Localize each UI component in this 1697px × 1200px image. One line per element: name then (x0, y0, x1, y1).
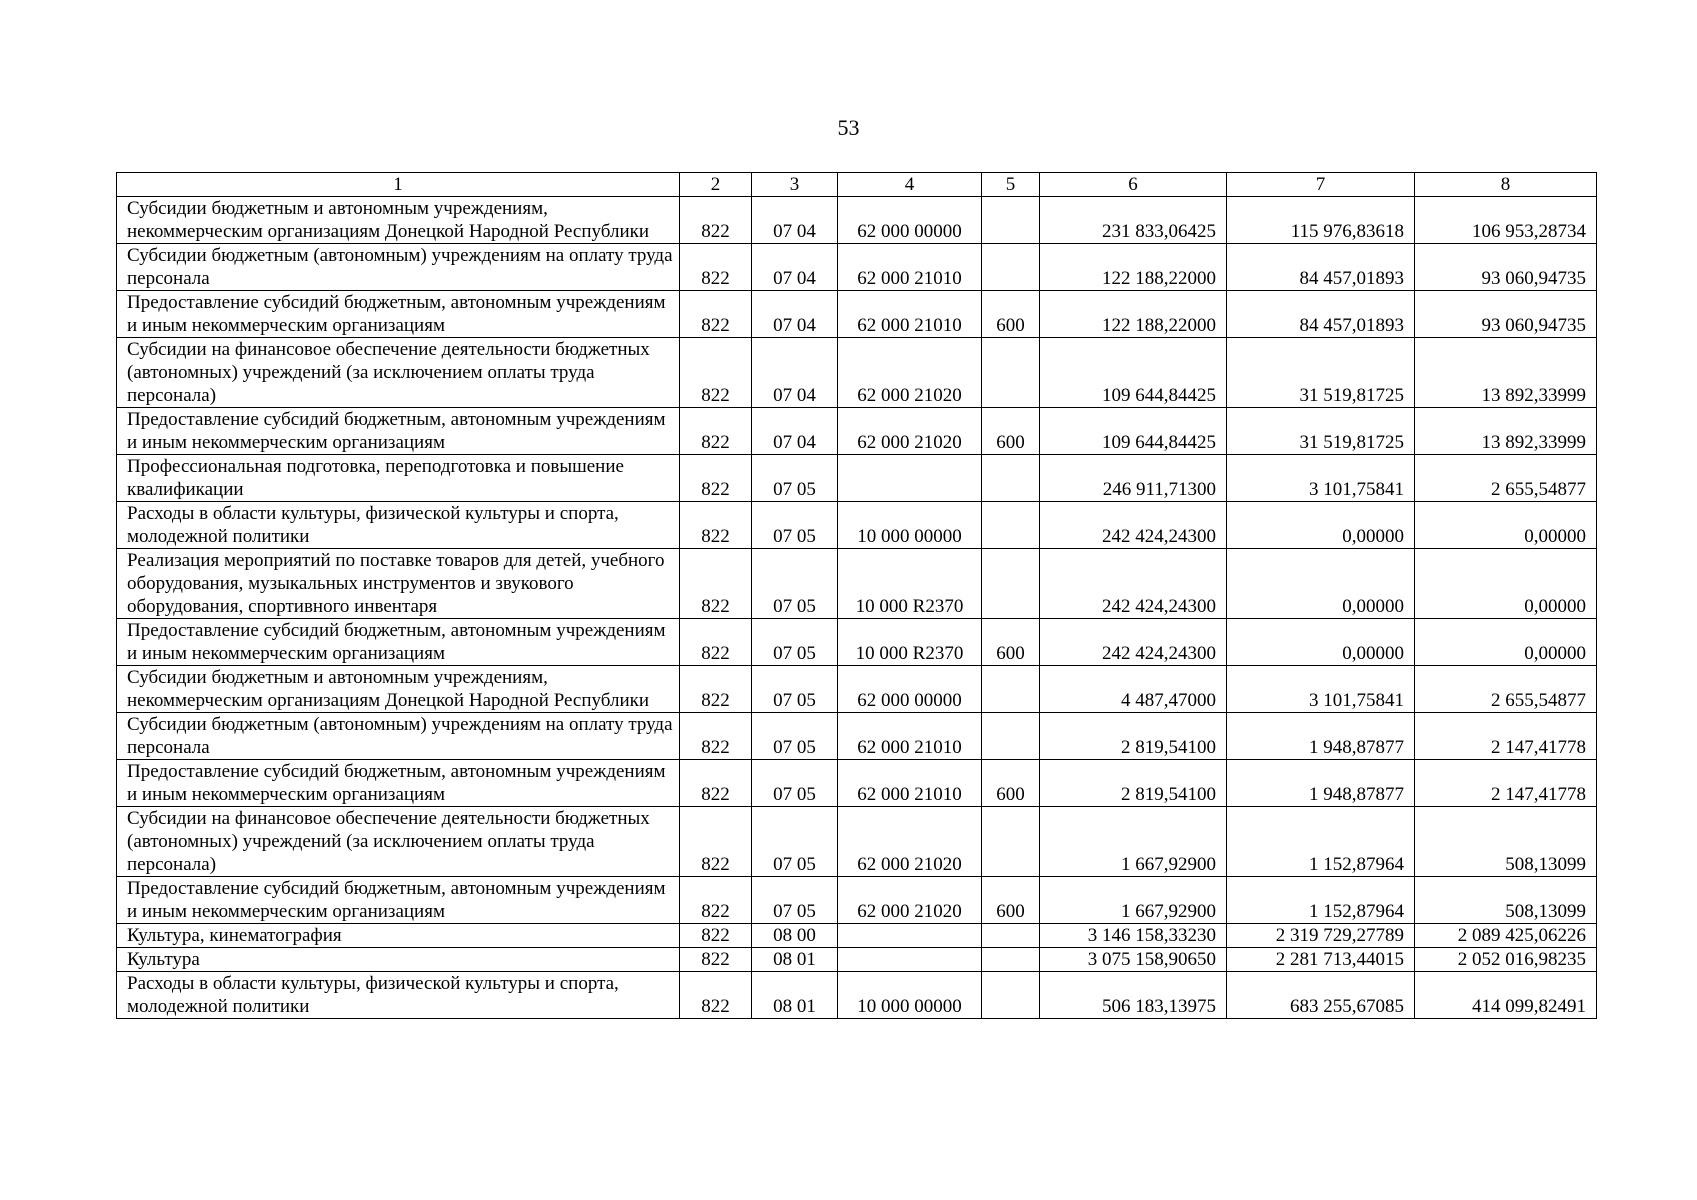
row-expense-type: 600 (982, 619, 1040, 666)
header-col-1: 1 (117, 173, 680, 197)
table-row (117, 807, 1597, 877)
row-expense-type (982, 972, 1040, 1019)
row-amount-col-7: 0,00000 (1227, 502, 1415, 549)
row-amount-col-6: 122 188,22000 (1040, 244, 1227, 291)
row-target-code: 62 000 21010 (838, 760, 982, 807)
row-expense-type (982, 244, 1040, 291)
row-amount-col-7: 1 948,87877 (1227, 713, 1415, 760)
row-admin-code: 822 (680, 924, 752, 948)
row-section-code: 07 05 (752, 455, 838, 502)
row-target-code: 10 000 00000 (838, 502, 982, 549)
row-amount-col-7: 31 519,81725 (1227, 408, 1415, 455)
row-section-code: 08 01 (752, 948, 838, 972)
row-amount-col-6: 231 833,06425 (1040, 197, 1227, 244)
row-name: Субсидии на финансовое обеспечение деятельности бюджетных (автономных) учреждений (за исключением оплаты труда персонала) (117, 338, 680, 408)
row-amount-col-6: 2 819,54100 (1040, 760, 1227, 807)
row-expense-type (982, 455, 1040, 502)
row-amount-col-7: 0,00000 (1227, 549, 1415, 619)
row-admin-code: 822 (680, 549, 752, 619)
row-amount-col-8: 93 060,94735 (1415, 291, 1597, 338)
row-amount-col-8: 93 060,94735 (1415, 244, 1597, 291)
row-name: Субсидии бюджетным и автономным учреждениям, некоммерческим организациям Донецкой Народной Республики (117, 197, 680, 244)
row-name: Культура (117, 948, 680, 972)
table-row (117, 291, 1597, 338)
row-amount-col-7: 1 152,87964 (1227, 877, 1415, 924)
row-name: Предоставление субсидий бюджетным, автономным учреждениям и иным некоммерческим организациям (117, 760, 680, 807)
row-amount-col-7: 1 152,87964 (1227, 807, 1415, 877)
row-amount-col-7: 1 948,87877 (1227, 760, 1415, 807)
row-amount-col-7: 3 101,75841 (1227, 455, 1415, 502)
row-amount-col-7: 115 976,83618 (1227, 197, 1415, 244)
header-col-3: 3 (752, 173, 838, 197)
row-amount-col-7: 3 101,75841 (1227, 666, 1415, 713)
table-row (117, 760, 1597, 807)
row-target-code: 62 000 00000 (838, 666, 982, 713)
header-col-2: 2 (680, 173, 752, 197)
row-expense-type (982, 197, 1040, 244)
row-expense-type (982, 549, 1040, 619)
row-amount-col-8: 13 892,33999 (1415, 408, 1597, 455)
row-amount-col-6: 242 424,24300 (1040, 619, 1227, 666)
row-amount-col-8: 508,13099 (1415, 877, 1597, 924)
row-expense-type (982, 338, 1040, 408)
row-name: Субсидии бюджетным (автономным) учреждениям на оплату труда персонала (117, 244, 680, 291)
row-admin-code: 822 (680, 455, 752, 502)
row-amount-col-7: 2 281 713,44015 (1227, 948, 1415, 972)
row-admin-code: 822 (680, 291, 752, 338)
row-target-code: 62 000 21020 (838, 877, 982, 924)
row-section-code: 08 00 (752, 924, 838, 948)
row-admin-code: 822 (680, 972, 752, 1019)
row-admin-code: 822 (680, 807, 752, 877)
row-admin-code: 822 (680, 948, 752, 972)
table-row (117, 197, 1597, 244)
row-amount-col-8: 2 052 016,98235 (1415, 948, 1597, 972)
row-target-code (838, 924, 982, 948)
row-admin-code: 822 (680, 338, 752, 408)
row-admin-code: 822 (680, 502, 752, 549)
row-section-code: 07 04 (752, 408, 838, 455)
row-name: Реализация мероприятий по поставке товаров для детей, учебного оборудования, музыкальных инструментов и звукового оборудования, спортивного инвентаря (117, 549, 680, 619)
budget-table (116, 172, 1597, 1019)
header-col-8: 8 (1415, 173, 1597, 197)
row-amount-col-8: 2 147,41778 (1415, 713, 1597, 760)
row-amount-col-8: 13 892,33999 (1415, 338, 1597, 408)
row-name: Расходы в области культуры, физической культуры и спорта, молодежной политики (117, 972, 680, 1019)
row-expense-type (982, 924, 1040, 948)
row-target-code: 62 000 21010 (838, 291, 982, 338)
row-target-code: 62 000 21010 (838, 713, 982, 760)
row-section-code: 07 04 (752, 197, 838, 244)
row-section-code: 08 01 (752, 972, 838, 1019)
table-row (117, 877, 1597, 924)
row-target-code: 10 000 R2370 (838, 619, 982, 666)
row-target-code: 10 000 00000 (838, 972, 982, 1019)
row-section-code: 07 05 (752, 666, 838, 713)
table-row (117, 972, 1597, 1019)
row-amount-col-6: 1 667,92900 (1040, 877, 1227, 924)
row-section-code: 07 05 (752, 549, 838, 619)
row-name: Профессиональная подготовка, переподготовка и повышение квалификации (117, 455, 680, 502)
row-amount-col-8: 414 099,82491 (1415, 972, 1597, 1019)
row-amount-col-8: 2 147,41778 (1415, 760, 1597, 807)
row-amount-col-6: 2 819,54100 (1040, 713, 1227, 760)
row-amount-col-6: 109 644,84425 (1040, 338, 1227, 408)
row-amount-col-7: 84 457,01893 (1227, 291, 1415, 338)
row-expense-type (982, 502, 1040, 549)
row-amount-col-6: 3 146 158,33230 (1040, 924, 1227, 948)
row-target-code (838, 948, 982, 972)
table-row (117, 338, 1597, 408)
row-admin-code: 822 (680, 666, 752, 713)
table-row (117, 948, 1597, 972)
row-amount-col-7: 31 519,81725 (1227, 338, 1415, 408)
row-target-code (838, 455, 982, 502)
row-amount-col-8: 0,00000 (1415, 502, 1597, 549)
row-amount-col-8: 0,00000 (1415, 549, 1597, 619)
row-expense-type: 600 (982, 760, 1040, 807)
table-header (117, 173, 1597, 197)
row-section-code: 07 05 (752, 760, 838, 807)
row-amount-col-7: 0,00000 (1227, 619, 1415, 666)
row-amount-col-8: 0,00000 (1415, 619, 1597, 666)
row-section-code: 07 05 (752, 502, 838, 549)
row-section-code: 07 04 (752, 338, 838, 408)
row-name: Расходы в области культуры, физической культуры и спорта, молодежной политики (117, 502, 680, 549)
row-expense-type (982, 666, 1040, 713)
row-name: Субсидии бюджетным (автономным) учреждениям на оплату труда персонала (117, 713, 680, 760)
row-amount-col-6: 109 644,84425 (1040, 408, 1227, 455)
page-number: 53 (837, 115, 860, 140)
table-row (117, 408, 1597, 455)
row-name: Предоставление субсидий бюджетным, автономным учреждениям и иным некоммерческим организациям (117, 619, 680, 666)
header-col-6: 6 (1040, 173, 1227, 197)
row-expense-type: 600 (982, 877, 1040, 924)
row-amount-col-6: 246 911,71300 (1040, 455, 1227, 502)
row-section-code: 07 04 (752, 244, 838, 291)
table-row (117, 713, 1597, 760)
row-amount-col-7: 2 319 729,27789 (1227, 924, 1415, 948)
row-section-code: 07 05 (752, 713, 838, 760)
row-section-code: 07 04 (752, 291, 838, 338)
header-row (117, 173, 1597, 197)
row-target-code: 62 000 21020 (838, 338, 982, 408)
row-admin-code: 822 (680, 408, 752, 455)
row-target-code: 62 000 21010 (838, 244, 982, 291)
table-row (117, 666, 1597, 713)
row-name: Предоставление субсидий бюджетным, автономным учреждениям и иным некоммерческим организациям (117, 877, 680, 924)
row-admin-code: 822 (680, 619, 752, 666)
row-admin-code: 822 (680, 877, 752, 924)
row-amount-col-8: 2 089 425,06226 (1415, 924, 1597, 948)
row-amount-col-6: 242 424,24300 (1040, 502, 1227, 549)
header-col-7: 7 (1227, 173, 1415, 197)
header-col-4: 4 (838, 173, 982, 197)
row-amount-col-6: 1 667,92900 (1040, 807, 1227, 877)
row-amount-col-6: 122 188,22000 (1040, 291, 1227, 338)
row-expense-type: 600 (982, 408, 1040, 455)
row-admin-code: 822 (680, 197, 752, 244)
row-amount-col-7: 683 255,67085 (1227, 972, 1415, 1019)
row-admin-code: 822 (680, 244, 752, 291)
table-body (117, 197, 1597, 1019)
row-admin-code: 822 (680, 713, 752, 760)
row-name: Предоставление субсидий бюджетным, автономным учреждениям и иным некоммерческим организациям (117, 291, 680, 338)
row-amount-col-6: 3 075 158,90650 (1040, 948, 1227, 972)
header-col-5: 5 (982, 173, 1040, 197)
table-row (117, 502, 1597, 549)
row-amount-col-8: 106 953,28734 (1415, 197, 1597, 244)
row-admin-code: 822 (680, 760, 752, 807)
row-target-code: 62 000 00000 (838, 197, 982, 244)
row-name: Субсидии на финансовое обеспечение деятельности бюджетных (автономных) учреждений (за исключением оплаты труда персонала) (117, 807, 680, 877)
row-name: Субсидии бюджетным и автономным учреждениям, некоммерческим организациям Донецкой Народной Республики (117, 666, 680, 713)
table-row (117, 244, 1597, 291)
row-amount-col-6: 242 424,24300 (1040, 549, 1227, 619)
row-expense-type: 600 (982, 291, 1040, 338)
table-row (117, 549, 1597, 619)
row-amount-col-6: 506 183,13975 (1040, 972, 1227, 1019)
table-row (117, 924, 1597, 948)
row-amount-col-8: 508,13099 (1415, 807, 1597, 877)
row-section-code: 07 05 (752, 807, 838, 877)
row-expense-type (982, 948, 1040, 972)
row-amount-col-6: 4 487,47000 (1040, 666, 1227, 713)
row-expense-type (982, 713, 1040, 760)
row-section-code: 07 05 (752, 619, 838, 666)
table-row (117, 455, 1597, 502)
row-name: Культура, кинематография (117, 924, 680, 948)
row-target-code: 10 000 R2370 (838, 549, 982, 619)
row-amount-col-8: 2 655,54877 (1415, 666, 1597, 713)
row-name: Предоставление субсидий бюджетным, автономным учреждениям и иным некоммерческим организациям (117, 408, 680, 455)
row-amount-col-8: 2 655,54877 (1415, 455, 1597, 502)
row-expense-type (982, 807, 1040, 877)
row-section-code: 07 05 (752, 877, 838, 924)
table-row (117, 619, 1597, 666)
row-target-code: 62 000 21020 (838, 408, 982, 455)
row-amount-col-7: 84 457,01893 (1227, 244, 1415, 291)
row-target-code: 62 000 21020 (838, 807, 982, 877)
